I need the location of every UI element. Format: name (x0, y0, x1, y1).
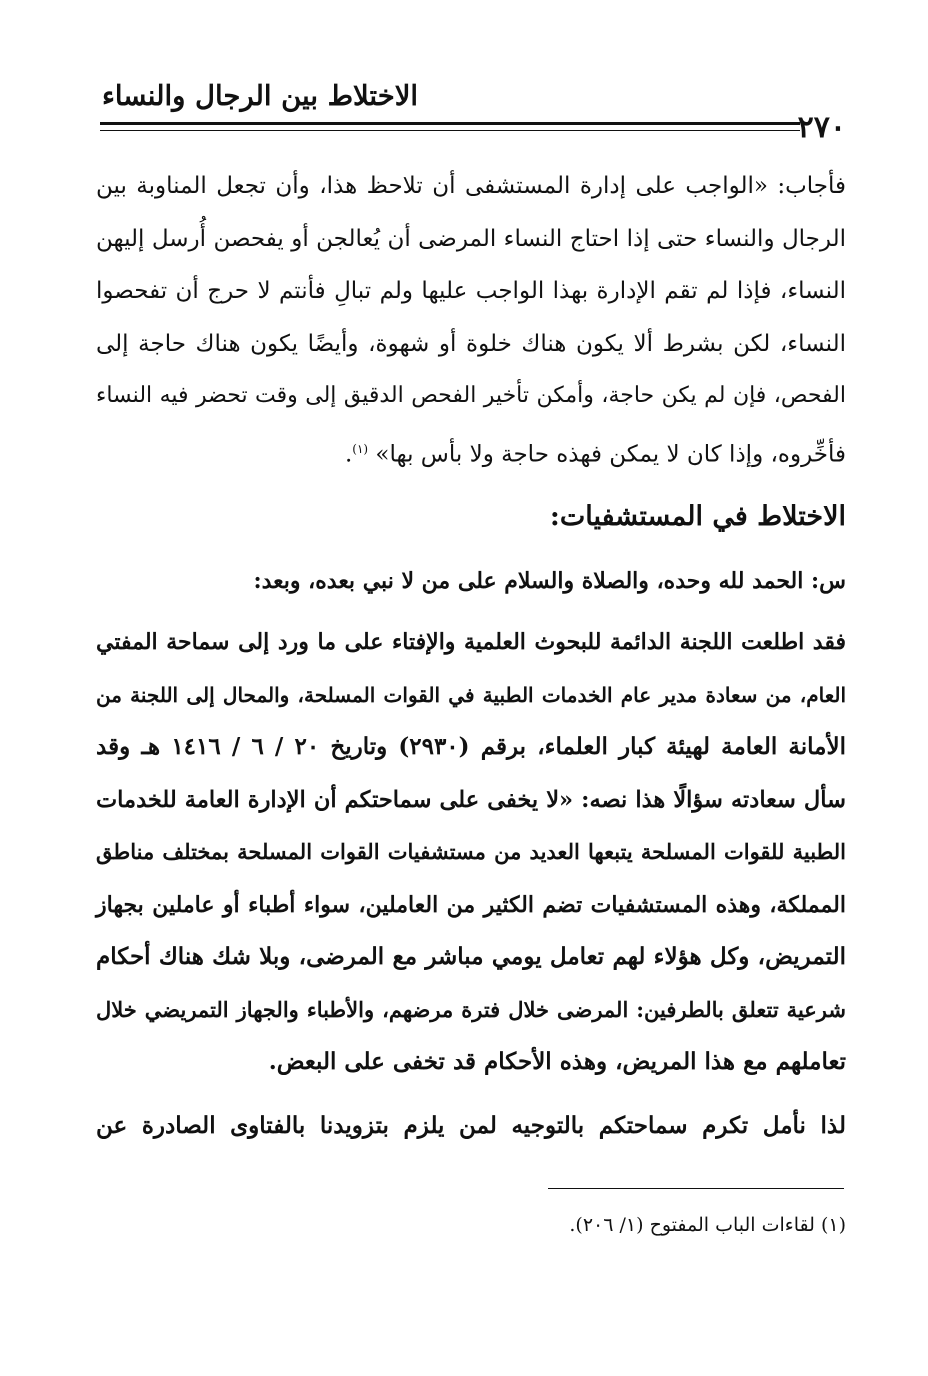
question-opening: س: الحمد لله وحده، والصلاة والسلام على من لا نبي بعده، وبعد: (253, 568, 846, 594)
header-rule-thin (100, 130, 800, 131)
page-number: ٢٧٠ (797, 110, 846, 145)
text-line: العام، من سعادة مدير عام الخدمات الطبية في القوات المسلحة، والمحال إلى اللجنة من (96, 682, 846, 707)
text-line-content: فأخِّروه، وإذا كان لا يمكن فهذه حاجة ولا بأس بها» (375, 441, 846, 468)
text-line: فقد اطلعت اللجنة الدائمة للبحوث العلمية والإفتاء على ما ورد إلى سماحة المفتي (96, 629, 846, 655)
question-paragraph (96, 616, 846, 1089)
text-line: شرعية تتعلق بالطرفين: المرضى خلال فترة مرضهم، والأطباء والجهاز التمريضي خلال (96, 996, 846, 1022)
footnote: (١) لقاءات الباب المفتوح (١/ ٢٠٦). (569, 1214, 846, 1236)
text-line: الفحص، فإن لم يكن حاجة، وأمكن تأخير الفحص الدقيق إلى وقت تحضر فيه النساء (96, 383, 846, 408)
text-line: الطبية للقوات المسلحة يتبعها العديد من مستشفيات القوات المسلحة بمختلف مناطق (96, 839, 846, 864)
sentence-end-mark: . (344, 441, 353, 468)
request-paragraph (96, 1100, 846, 1152)
text-line-last (96, 423, 846, 481)
footnote-separator (548, 1188, 844, 1189)
footnote-reference: (١) (352, 441, 369, 456)
text-line: النساء، لكن بشرط ألا يكون هناك خلوة أو شهوة، وأيضًا يكون هناك حاجة إلى (96, 330, 846, 357)
header-rule-thick (100, 122, 800, 125)
running-header-title: الاختلاط بين الرجال والنساء (101, 80, 419, 112)
text-line: الأمانة العامة لهيئة كبار العلماء، برقم (٢٩٣٠) وتاريخ ٢٠ / ٦ / ١٤١٦ هـ وقد (96, 733, 846, 760)
answer-paragraph (96, 160, 846, 481)
text-line: المملكة، وهذه المستشفيات تضم الكثير من العاملين، سواء أطباء أو عاملين بجهاز (96, 891, 846, 918)
text-line: الرجال والنساء حتى إذا احتاج النساء المرضى أن يُعالجن أو يفحصن أُرسل إليهن (96, 225, 846, 252)
text-line-last: تعاملهم مع هذا المريض، وهذه الأحكام قد تخفى على البعض. (268, 1048, 846, 1075)
section-heading: الاختلاط في المستشفيات: (549, 501, 846, 532)
text-line: فأجاب: «الواجب على إدارة المستشفى أن تلاحظ هذا، وأن تجعل المناوبة بين (96, 173, 846, 199)
text-line: سأل سعادته سؤالًا هذا نصه: «لا يخفى على سماحتكم أن الإدارة العامة للخدمات (96, 786, 846, 813)
text-line: التمريض، وكل هؤلاء لهم تعامل يومي مباشر مع المرضى، وبلا شك هناك أحكام (96, 943, 846, 970)
text-line: النساء، فإذا لم تقم الإدارة بهذا الواجب عليها ولم تبالِ فأنتم لا حرج أن تفحصوا (96, 278, 846, 304)
text-line: لذا نأمل تكرم سماحتكم بالتوجيه لمن يلزم بتزويدنا بالفتاوى الصادرة عن (96, 1112, 846, 1139)
